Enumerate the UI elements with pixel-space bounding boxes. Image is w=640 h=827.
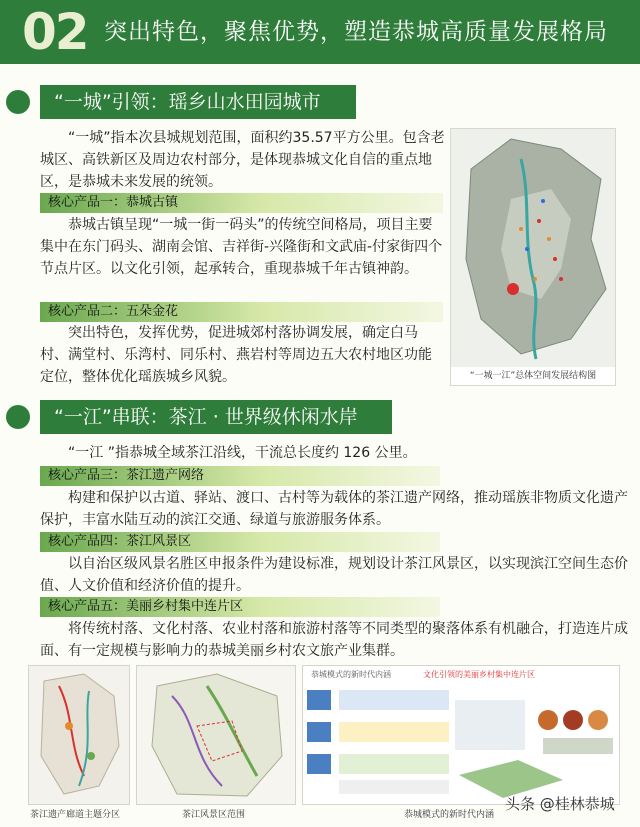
gongcheng-model-diagram (302, 665, 620, 805)
diagram-subheader: 文化引领的美丽乡村集中连片区 (423, 670, 535, 679)
product4-text: 以自治区级风景名胜区申报条件为建设标准，规划设计茶江风景区，以实现滨江空间生态价值、人文价值和经济价值的提升。 (40, 556, 628, 594)
figure3-caption: 恭城模式的新时代内涵 (404, 810, 495, 820)
diagram-illustration (303, 680, 619, 804)
product2-label: 核心产品二：五朵金花 (40, 302, 443, 322)
product5-label: 核心产品五：美丽乡村集中连片区 (40, 597, 440, 617)
diagram-header: 恭城模式的新时代内涵 (311, 670, 391, 679)
product3-label: 核心产品三：茶江遗产网络 (40, 466, 440, 486)
heritage-corridor-map (28, 665, 130, 805)
product1-label: 核心产品一：恭城古镇 (40, 193, 443, 213)
section1-title: “一城”引领：瑶乡山水田园城市 (40, 85, 356, 119)
map-caption: “一城一江”总体空间发展结构图 (469, 371, 597, 381)
product4-label: 核心产品四：茶江风景区 (40, 532, 440, 552)
scenic-area-map (136, 665, 296, 805)
section2-title: “一江”串联：茶江 · 世界级休闲水岸 (40, 400, 392, 434)
product5-text: 将传统村落、文化村落、农业村落和旅游村落等不同类型的聚落体系有机融合，打造连片成面、有一定规模与影响力的恭城美丽乡村农文旅产业集群。 (40, 621, 628, 659)
section-bullet-icon (6, 90, 30, 114)
page-title: 突出特色，聚焦优势，塑造恭城高质量发展格局 (104, 19, 608, 45)
section1-intro: “一城”指本次县城规划范围，面积约35.57平方公里。包含老城区、高铁新区及周边农村部分，是体现恭城文化自信的重点地区，是恭城未来发展的统领。 (40, 130, 445, 190)
section2-intro: “一江 ”指恭城全域茶江沿线，干流总长度约 126 公里。 (68, 445, 417, 461)
figure2-caption: 茶江风景区范围 (182, 810, 246, 820)
source-watermark: 头条 @桂林恭城 (505, 795, 615, 813)
spatial-structure-map (450, 128, 616, 386)
map-illustration (451, 129, 615, 367)
header-banner (0, 0, 640, 64)
product1-text: 恭城古镇呈现“一城一街一码头”的传统空间格局，项目主要集中在东门码头、湖南会馆、吉祥街-兴隆街和文武庙-付家街四个节点片区。以文化引领，起承转合，重现恭城千年古镇神韵。 (40, 217, 443, 277)
heritage-map-illustration (29, 666, 129, 804)
product3-text: 构建和保护以古道、驿站、渡口、古村等为载体的茶江遗产网络，推动瑶族非物质文化遗产保护，丰富水陆互动的滨江交通、绿道与旅游服务体系。 (40, 490, 628, 528)
scenic-map-illustration (137, 666, 295, 804)
figure1-caption: 茶江遗产廊道主题分区 (30, 810, 121, 820)
product2-text: 突出特色，发挥优势，促进城郊村落协调发展，确定白马村、满堂村、乐湾村、同乐村、燕岩村等周边五大农村地区功能定位，整体优化瑶族城乡风貌。 (40, 325, 432, 385)
section-number: 02 (22, 3, 88, 61)
section-bullet-icon (6, 405, 30, 429)
